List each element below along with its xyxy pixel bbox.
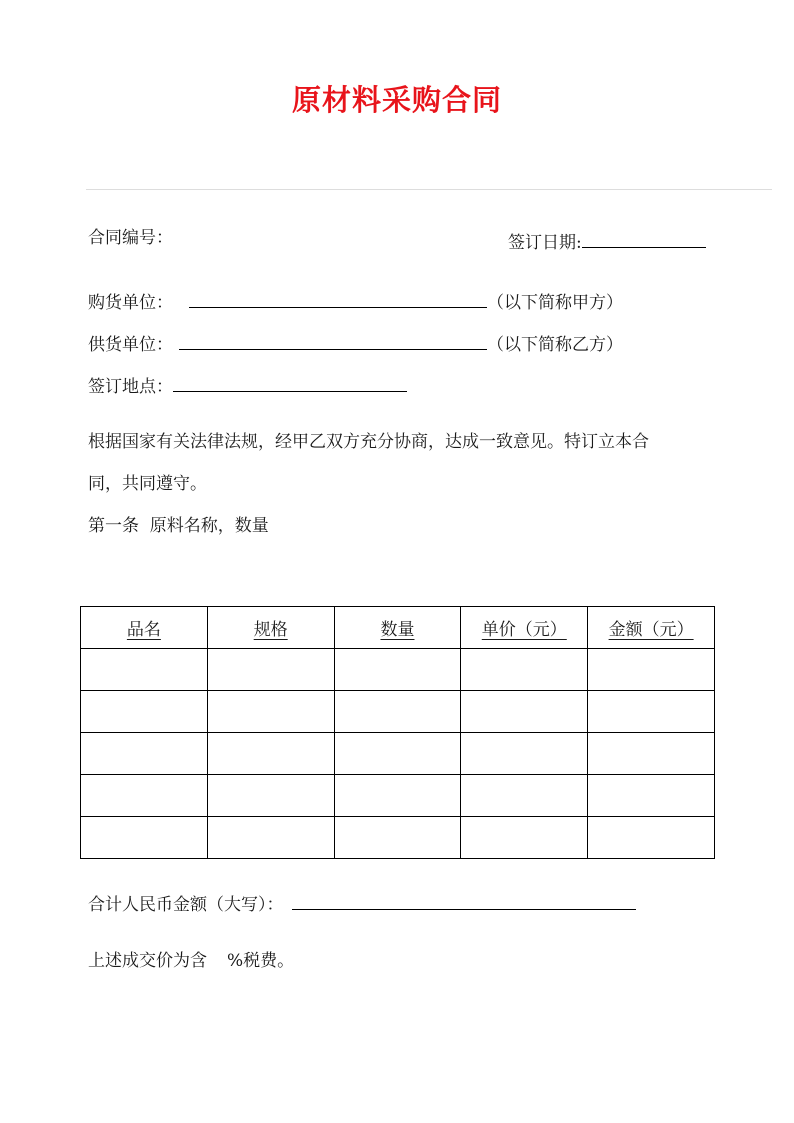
table-cell[interactable] (334, 691, 461, 733)
table-cell[interactable] (334, 733, 461, 775)
table-cell[interactable] (461, 733, 588, 775)
table-cell[interactable] (207, 817, 334, 859)
article-1-heading: 第一条 原料名称，数量 (88, 516, 269, 536)
header-amount: 金额（元） (608, 620, 694, 640)
buyer-row (88, 287, 623, 314)
header-spec: 规格 (253, 620, 288, 640)
table-cell[interactable] (334, 649, 461, 691)
header-cell (588, 607, 715, 649)
table-cell[interactable] (334, 775, 461, 817)
table-cell[interactable] (461, 691, 588, 733)
place-label: 签订地点： (88, 377, 173, 397)
total-label: 合计人民币金额（大写）： (88, 895, 284, 915)
intro-line-2: 同，共同遵守。 (88, 474, 207, 494)
table-cell[interactable] (461, 775, 588, 817)
place-row (88, 371, 407, 398)
header-cell (461, 607, 588, 649)
sign-date-field[interactable] (582, 227, 706, 248)
supplier-row (88, 329, 623, 356)
table-cell[interactable] (207, 649, 334, 691)
table-row (81, 733, 715, 775)
table-cell[interactable] (81, 691, 208, 733)
header-unit-price: 单价（元） (481, 620, 567, 640)
tax-note-suffix: %税费。 (227, 951, 295, 971)
supplier-label: 供货单位： (88, 335, 173, 355)
contract-no-label: 合同编号： (88, 228, 173, 248)
table-cell[interactable] (588, 817, 715, 859)
table-cell[interactable] (81, 817, 208, 859)
supplier-field[interactable] (179, 329, 487, 350)
buyer-label: 购货单位： (88, 293, 173, 313)
table-cell[interactable] (588, 775, 715, 817)
header-cell (334, 607, 461, 649)
intro-line-1: 根据国家有关法律法规，经甲乙双方充分协商，达成一致意见。特订立本合 (88, 432, 649, 452)
table-cell[interactable] (588, 733, 715, 775)
table-cell[interactable] (588, 691, 715, 733)
sign-date-label: 签订日期: (508, 233, 582, 253)
header-cell (207, 607, 334, 649)
total-amount-field[interactable] (292, 889, 636, 910)
table-cell[interactable] (461, 649, 588, 691)
header-divider (86, 189, 772, 190)
place-field[interactable] (173, 371, 407, 392)
table-cell[interactable] (207, 775, 334, 817)
tax-note-prefix: 上述成交价为含 (88, 951, 207, 971)
table-cell[interactable] (588, 649, 715, 691)
sign-date-row (508, 227, 706, 254)
table-row (81, 775, 715, 817)
tax-note (88, 950, 294, 972)
table-cell[interactable] (81, 775, 208, 817)
table-row (81, 649, 715, 691)
buyer-suffix: （以下简称甲方） (487, 293, 623, 313)
goods-table (80, 606, 715, 859)
supplier-suffix: （以下简称乙方） (487, 335, 623, 355)
document-title: 原材料采购合同 (291, 83, 502, 117)
table-cell[interactable] (207, 733, 334, 775)
table-row (81, 691, 715, 733)
table-cell[interactable] (461, 817, 588, 859)
buyer-field[interactable] (189, 287, 487, 308)
total-row (88, 889, 636, 916)
header-quantity: 数量 (380, 620, 415, 640)
table-cell[interactable] (81, 649, 208, 691)
header-product-name: 品名 (126, 620, 161, 640)
table-cell[interactable] (81, 733, 208, 775)
table-row (81, 817, 715, 859)
table-cell[interactable] (207, 691, 334, 733)
table-header-row (81, 607, 715, 649)
table-cell[interactable] (334, 817, 461, 859)
header-cell (81, 607, 208, 649)
